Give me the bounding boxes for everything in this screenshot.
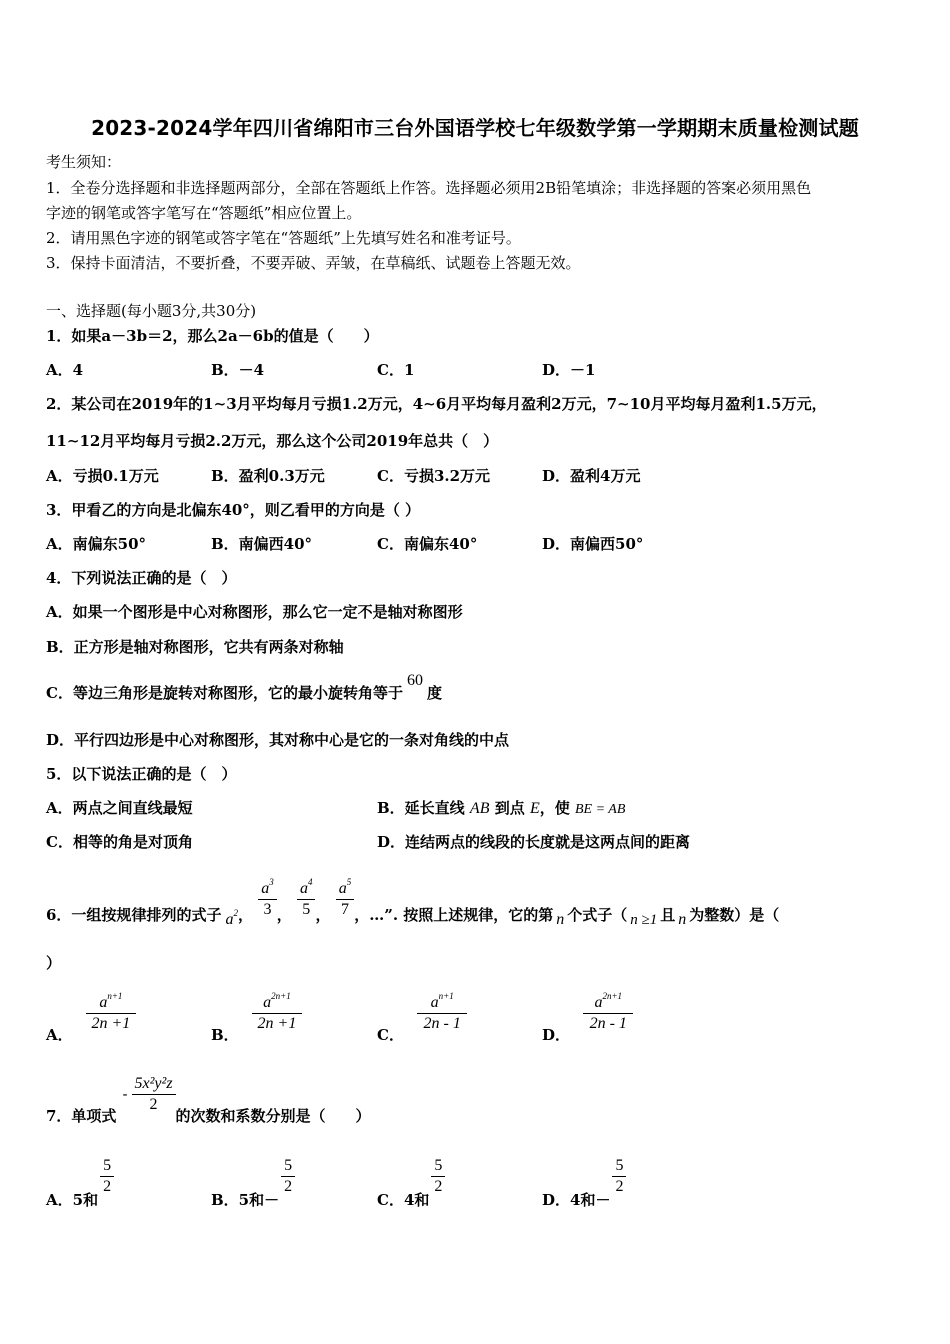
- option-c[interactable]: C． $\frac{a^{n+1}}{2n - 1}$: [377, 986, 467, 1034]
- option-b[interactable]: B．－4: [211, 361, 265, 379]
- option-b-text: ，使: [539, 799, 570, 817]
- line-ab: AB: [469, 800, 490, 817]
- option-a[interactable]: A．5和 $\frac{5}{2}$: [46, 1156, 114, 1197]
- option-b-text: 到点: [494, 799, 525, 817]
- option-a[interactable]: A．南偏东50°: [46, 535, 147, 553]
- fraction: $\frac{a^3}{3}$: [258, 872, 277, 920]
- option-b[interactable]: B．盈利0.3万元: [211, 467, 325, 485]
- option-b[interactable]: B．正方形是轴对称图形，它共有两条对称轴: [46, 638, 344, 656]
- angle-value: 60: [406, 672, 423, 689]
- option-a[interactable]: A．4: [46, 361, 84, 379]
- option-b[interactable]: B． $\frac{a^{2n+1}}{2n +1}$: [211, 986, 302, 1034]
- option-c[interactable]: C．1: [377, 361, 415, 379]
- option-d[interactable]: D．盈利4万元: [542, 467, 641, 485]
- question-2-stem-cont: 11∼12月平均每月亏损2.2万元，那么这个公司2019年总共（ ）: [46, 432, 499, 450]
- option-c[interactable]: C．相等的角是对顶角: [46, 833, 193, 851]
- fraction: $\frac{a^4}{5}$: [297, 872, 316, 920]
- notice-heading: 考生须知：: [46, 153, 122, 171]
- option-d[interactable]: D．－1: [542, 361, 596, 379]
- option-c[interactable]: C．4和 $\frac{5}{2}$: [377, 1156, 445, 1197]
- question-6-text: 6．一组按规律排列的式子: [46, 906, 222, 924]
- option-b-text: B．延长直线: [377, 799, 465, 817]
- question-2-stem: 2．某公司在2019年的1∼3月平均每月亏损1.2万元，4∼6月平均每月盈利2万元，7∼10月平均每月盈利1.5万元，: [46, 395, 827, 413]
- question-6-stem: 6．一组按规律排列的式子 $a^2$， $\frac{a^3}{3}$ ， $\frac{a^4}{5}$ ， $\frac{a^5}{7}$ ，…”. 按照上述规律，它的第 n 个式子（ n ≥1 且 n 为整数）是（: [46, 868, 779, 918]
- option-b[interactable]: [377, 798, 625, 820]
- option-d[interactable]: D．连结两点的线段的长度就是这两点间的距离: [377, 833, 691, 851]
- option-d[interactable]: D．平行四边形是中心对称图形，其对称中心是它的一条对角线的中点: [46, 731, 510, 749]
- question-5-stem: 5．以下说法正确的是（ ）: [46, 765, 237, 783]
- option-c[interactable]: C．南偏东40°: [377, 535, 478, 553]
- page-title: 2023-2024学年四川省绵阳市三台外国语学校七年级数学第一学期期末质量检测试题: [91, 116, 859, 140]
- notice-line: 字迹的钢笔或答字笔写在“答题纸”相应位置上。: [46, 204, 362, 222]
- point-e: E: [529, 800, 540, 817]
- option-c[interactable]: C．亏损3.2万元: [377, 467, 491, 485]
- option-a[interactable]: A．如果一个图形是中心对称图形，那么它一定不是轴对称图形: [46, 603, 463, 621]
- option-a[interactable]: A． $\frac{a^{n+1}}{2n +1}$: [46, 986, 136, 1034]
- section-heading: 一、选择题(每小题3分,共30分): [46, 302, 257, 320]
- question-6-close: ）: [46, 954, 62, 972]
- question-1-stem: 1．如果a－3b＝2，那么2a－6b的值是（ ）: [46, 327, 379, 345]
- option-c-unit: 度: [426, 684, 442, 702]
- option-b[interactable]: B．5和－ $\frac{5}{2}$: [211, 1156, 295, 1197]
- notice-line: 2．请用黑色字迹的钢笔或答字笔在“答题纸”上先填写姓名和准考证号。: [46, 229, 521, 247]
- expr-exp: 2: [233, 908, 238, 918]
- notice-line: 3．保持卡面清洁，不要折叠，不要弄破、弄皱，在草稿纸、试题卷上答题无效。: [46, 254, 581, 272]
- expr-a: a: [225, 911, 234, 928]
- question-4-stem: 4．下列说法正确的是（ ）: [46, 569, 237, 587]
- question-3-stem: 3．甲看乙的方向是北偏东40°，则乙看甲的方向是（ ）: [46, 501, 421, 519]
- option-a[interactable]: A．两点之间直线最短: [46, 799, 193, 817]
- option-d[interactable]: D． $\frac{a^{2n+1}}{2n - 1}$: [542, 986, 633, 1034]
- fraction: $\frac{a^5}{7}$: [336, 872, 355, 920]
- option-d[interactable]: D．4和－ $\frac{5}{2}$: [542, 1156, 626, 1197]
- option-a[interactable]: A．亏损0.1万元: [46, 467, 159, 485]
- option-d[interactable]: D．南偏西50°: [542, 535, 644, 553]
- option-c[interactable]: [46, 672, 442, 704]
- question-7-stem: 7．单项式- $\frac{\text{5x²y²z}}{2}$ 的次数和系数分别是（ ）: [46, 1075, 371, 1125]
- option-b[interactable]: B．南偏西40°: [211, 535, 313, 553]
- notice-line: 1．全卷分选择题和非选择题两部分，全部在答题纸上作答。选择题必须用2B铅笔填涂；非选择题的答案必须用黑色: [46, 179, 812, 197]
- option-c-text: C．等边三角形是旋转对称图形，它的最小旋转角等于: [46, 684, 403, 702]
- equation: BE = AB: [574, 802, 626, 817]
